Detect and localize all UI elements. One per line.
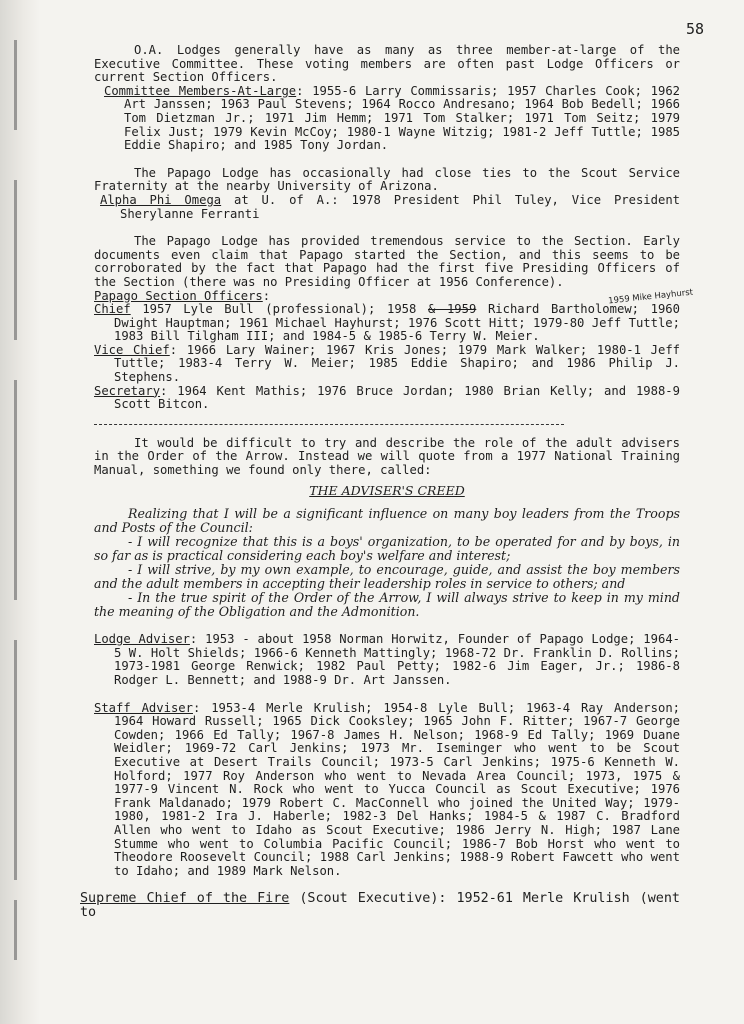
section-officers-heading: Papago Section Officers:: [94, 288, 271, 303]
vice-chief-label: Vice Chief: [94, 342, 170, 357]
supreme-chief-text: (Scout Executive): 1952-61 Merle Krulish (went to: [80, 891, 680, 920]
handwritten-note: 1959 Mike Hayhurst: [607, 287, 694, 307]
dashed-divider: [94, 424, 564, 425]
secretary-entry: [94, 385, 680, 412]
chief-entry: [94, 303, 680, 344]
section-officers-label: Papago Section Officers: [94, 288, 263, 303]
document-body: [80, 43, 681, 920]
creed-point-3: - In the true spirit of the Order of the Arrow, I will always strive to keep in my mind the meaning of the Obligation and the Admonition.: [94, 590, 680, 620]
staff-adviser-label: Staff Adviser: [94, 700, 193, 715]
secretary-text: : 1964 Kent Mathis; 1976 Bruce Jordan; 1980 Brian Kelly; and 1988-9 Scott Bitcon.: [114, 383, 680, 412]
section-intro: The Papago Lodge has provided tremendous service to the Section. Early documents even claim that Papago started the Section, and this seems to be corroborated by the fact that Papago had the first five Presiding Officers of the Section (there was no Presiding Officer at 1956 Conference).: [94, 234, 680, 289]
chief-strikethrough: & 1959: [427, 302, 477, 317]
advisers-intro: It would be difficult to try and describe the role of the adult advisers in the Order of the Arrow. Instead we will quote from a 1977 National Training Manual, something we found only there, called:: [94, 435, 680, 478]
chief-text-a: 1957 Lyle Bull (professional); 1958: [130, 302, 428, 317]
fraternity-intro: The Papago Lodge has occasionally had close ties to the Scout Service Fraternity at the nearby University of Arizona.: [94, 165, 680, 194]
vice-chief-text: : 1966 Lary Wainer; 1967 Kris Jones; 1979 Mark Walker; 1980-1 Jeff Tuttle; 1983-4 Terry W. Meier; 1985 Eddie Shapiro; and 1986 Philip J. Stephens.: [114, 342, 681, 385]
secretary-label: Secretary: [94, 383, 161, 398]
lodge-adviser-label: Lodge Adviser: [94, 632, 190, 647]
advisers-creed: [94, 507, 680, 619]
fraternity-entry: [100, 194, 680, 221]
members-at-large: [104, 85, 680, 153]
vice-chief-entry: [94, 344, 680, 385]
fraternity-label: Alpha Phi Omega: [100, 192, 222, 207]
members-text: : 1955-6 Larry Commissaris; 1957 Charles Cook; 1962 Art Janssen; 1963 Paul Stevens; 1964 Rocco Andresano; 1964 Bob Bedell; 1966 Tom Dietzman Jr.; 1971 Jim Hemm; 1971 Tom Stalker; 1971 Tom Seitz; 1979 Felix Just; 1979 Kevin McCoy; 1980-1 Wayne Witzig; 1981-2 Jeff Tuttle; 1985 Eddie Shapiro; and 1985 Tony Jordan.: [124, 83, 680, 153]
fraternity-text: at U. of A.: 1978 President Phil Tuley, Vice President Sherylanne Ferranti: [120, 192, 680, 221]
creed-point-1: - I will recognize that this is a boys' organization, to be operated for and by boys, in so far as is practical considering each boy's welfare and interest;: [94, 534, 680, 564]
members-intro: O.A. Lodges generally have as many as three member-at-large of the Executive Committee. These voting members are often past Lodge Officers or current Section Officers.: [94, 43, 680, 85]
lodge-adviser-text: : 1953 - about 1958 Norman Horwitz, Founder of Papago Lodge; 1964-5 W. Holt Shields; 1966-6 Kenneth Mattingly; 1968-72 Dr. Franklin D. Rollins; 1973-1981 George Renwick; 1982 Paul Petty; 1982-6 Jim Eager, Jr.; 1986-8 Rodger L. Bennett; and 1988-9 Dr. Art Janssen.: [114, 632, 680, 687]
chief-text-b: Richard Bartholomew; 1960 Dwight Hauptman; 1961 Michael Hayhurst; 1976 Scott Hitt; 1979-80 Jeff Tuttle; 1983 Bill Tilgham III; and 1984-5 & 1985-6 Terry W. Meier.: [114, 302, 680, 344]
creed-preamble: Realizing that I will be a significant influence on many boy leaders from the Troops and Posts of the Council:: [94, 506, 680, 536]
staff-adviser-entry: [94, 702, 680, 879]
creed-point-2: - I will strive, by my own example, to encourage, guide, and assist the boy members and the adult members in accepting their leadership roles in service to others; and: [94, 562, 680, 592]
staff-adviser-text: : 1953-4 Merle Krulish; 1954-8 Lyle Bull; 1963-4 Ray Anderson; 1964 Howard Russell; 1965 Dick Cooksley; 1965 John F. Ritter; 1967-7 George Cowden; 1966 Ed Tally; 1967-8 James H. Nelson; 1968-9 Ed Tally; 1969 Duane Weidler; 1969-72 Carl Jenkins; 1973 Mr. Iseminger who went to be Scout Executive at Desert Trails Council; 1973-5 Carl Jenkins; 1975-6 Kenneth W. Holford; 1977 Roy Anderson who went to Nevada Area Council; 1973, 1975 & 1977-9 Vincent N. Rock who went to Yucca Council as Scout Executive; 1976 Frank Maldanado; 1979 Robert C. MacConnell who joined the United Way; 1979-1980, 1981-2 Ira J. Haberle; 1982-3 Del Hanks; 1984-5 & 1987 C. Bradford Allen who went to Idaho as Scout Executive; 1986 Jerry N. High; 1987 Lane Stumme who went to Columbia Pacific Council; 1986-7 Bob Horst who went to Theodore Roosevelt Council; 1988 Carl Jenkins; 1988-9 Robert Fawcett who went to Idaho; and 1989 Mark Nelson.: [114, 700, 680, 878]
chief-label: Chief: [94, 302, 131, 317]
lodge-adviser-entry: [94, 633, 680, 687]
supreme-chief-entry: [80, 892, 680, 919]
binding-edge: [0, 0, 40, 1024]
members-label: Committee Members-At-Large: [104, 83, 297, 98]
page-number: 58: [685, 20, 704, 38]
supreme-chief-label: Supreme Chief of the Fire: [80, 891, 290, 907]
creed-title: THE ADVISER'S CREED: [309, 482, 465, 498]
